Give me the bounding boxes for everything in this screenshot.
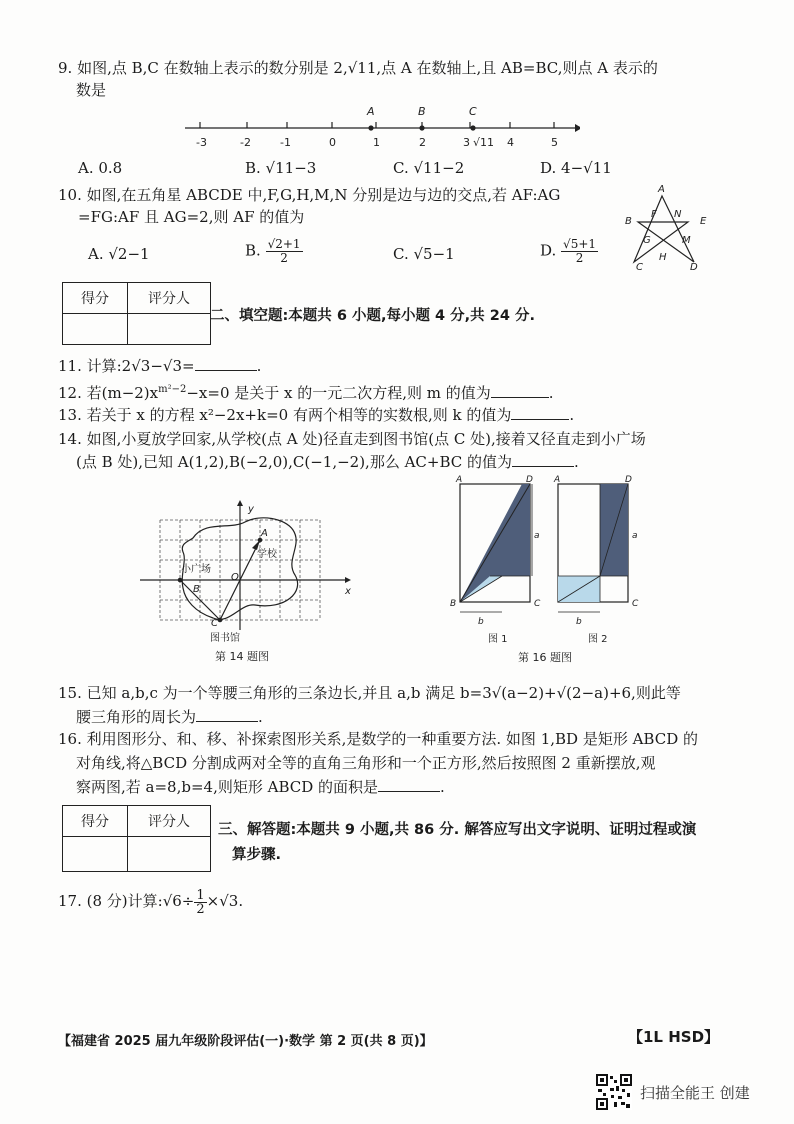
q16-line1: 16. 利用图形分、和、移、补探索图形关系,是数学的一种重要方法. 如图 1,BD 是矩形 ABCD 的 [58,730,699,748]
grader-cell[interactable] [128,314,211,345]
q12-answer-blank[interactable] [491,397,549,398]
score-cell[interactable] [63,314,128,345]
q15-answer-blank[interactable] [196,721,258,722]
tick-label: -3 [196,136,207,149]
svg-text:D: D [526,475,533,485]
grader-cell[interactable] [128,837,211,872]
q10-line1: 10. 如图,在五角星 ABCDE 中,F,G,H,M,N 分别是边与边的交点,若 AF:AG [58,186,561,204]
number-line [180,102,580,150]
score-header: 得分 [63,806,128,837]
q9-option-d[interactable]: D. 4−√11 [540,159,612,177]
svg-text:a: a [632,531,638,541]
fig14-x: x [345,586,351,597]
q13-answer-blank[interactable] [511,419,569,420]
q15-line2: 腰三角形的周长为 . [76,708,263,726]
star-label-b: B [625,216,632,227]
score-cell[interactable] [63,837,128,872]
star-label-a: A [658,184,665,195]
fig14-b: B [193,584,200,595]
tick-label: 3 [463,136,470,149]
grader-header: 评分人 [128,283,211,314]
q14-line2: (点 B 处),已知 A(1,2),B(−2,0),C(−1,−2),那么 AC+BC 的值为 . [76,453,579,471]
svg-text:C: C [632,599,639,609]
star-figure [622,182,714,272]
q16-figures [450,472,660,667]
footer-code: 【1L HSD】 [628,1028,720,1046]
q11-answer-blank[interactable] [195,370,257,371]
qr-code-icon [596,1074,632,1110]
svg-text:A: A [554,475,561,485]
svg-text:a: a [534,531,540,541]
q14-figure [135,500,365,665]
sqrt11-label: √11 [473,136,495,149]
fig14-library: 图书馆 [210,633,240,644]
tick-label: 4 [507,136,514,149]
tick-label: -2 [240,136,251,149]
point-b-label: B [418,105,426,118]
number-line-arrow [575,124,580,132]
fig16-1 [450,475,541,645]
point-b [419,125,424,130]
fig14-caption: 第 14 题图 [215,650,269,663]
score-header: 得分 [63,283,128,314]
fig1-label: 图 1 [488,634,508,645]
star-label-h: H [659,252,667,263]
fig14-y: y [248,504,254,515]
q9-line2: 数是 [76,81,107,99]
point-c-label: C [469,105,477,118]
section3-line2: 算步骤. [232,847,282,863]
svg-text:C: C [534,599,541,609]
svg-text:b: b [576,617,582,627]
section2-title: 二、填空题:本题共 6 小题,每小题 4 分,共 24 分. [210,308,535,324]
q15-line1: 15. 已知 a,b,c 为一个等腰三角形的三条边长,并且 a,b 满足 b=3√(a−2)+√(2−a)+6,则此等 [58,684,681,702]
star-label-n: N [674,209,682,220]
fig16-caption: 第 16 题图 [518,651,572,664]
q10-option-d[interactable]: D. $\frac{√5+1}{2}$ [540,237,597,265]
star-label-m: M [682,235,691,246]
star-label-c: C [636,262,643,272]
star-label-d: D [690,262,698,272]
fig2-label: 图 2 [588,634,608,645]
fig16-2 [553,475,639,645]
svg-text:b: b [478,617,484,627]
star-label-f: F [651,209,657,220]
q16-line3: 察两图,若 a=8,b=4,则矩形 ABCD 的面积是 . [76,778,445,796]
tick-label: 5 [551,136,558,149]
tick-label: -1 [280,136,291,149]
q10-option-c[interactable]: C. √5−1 [393,245,455,263]
fig14-c: C [211,618,218,629]
q9-line1: 9. 如图,点 B,C 在数轴上表示的数分别是 2,√11,点 A 在数轴上,且 AB=BC,则点 A 表示的 [58,59,658,77]
svg-text:A: A [456,475,463,485]
scanner-watermark: 扫描全能王 创建 [640,1084,750,1102]
svg-text:D: D [625,475,632,485]
tick-label: 2 [419,136,426,149]
q10-option-a[interactable]: A. √2−1 [88,245,150,263]
q17: 17. (8 分)计算:√6÷ $\frac{1}{2}$ ×√3. [58,887,244,917]
score-table-2 [62,805,211,872]
point-a-label: A [367,105,375,118]
star-label-e: E [700,216,707,227]
q10-option-b[interactable]: B. $\frac{√2+1}{2}$ [245,237,301,265]
footer-left: 【福建省 2025 届九年级阶段评估(一)·数学 第 2 页(共 8 页)】 [58,1034,433,1049]
q9-option-a[interactable]: A. 0.8 [78,159,123,177]
q9-option-b[interactable]: B. √11−3 [245,159,317,177]
q12: 12. 若$(m-2)x^{m^2-2}-x=0$ 是关于 x 的一元二次方程,则 m 的值为 . [58,384,554,402]
fig14-origin: O [231,572,239,583]
q11: 11. 计算:2√3−√3= . [58,357,262,375]
fig14-a: A [261,528,268,539]
q10-line2: =FG:AF 且 AG=2,则 AF 的值为 [78,208,305,226]
tick-label: 0 [329,136,336,149]
q16-line2: 对角线,将△BCD 分割成两对全等的直角三角形和一个正方形,然后按照图 2 重新摆放,观 [76,754,656,772]
star-label-g: G [643,235,651,246]
grader-header: 评分人 [128,806,211,837]
fig14-school: 学校 [257,549,277,560]
q9-option-c[interactable]: C. √11−2 [393,159,465,177]
q16-answer-blank[interactable] [378,791,440,792]
point-c [470,125,475,130]
section3-line1: 三、解答题:本题共 9 小题,共 86 分. 解答应写出文字说明、证明过程或演 [218,822,697,838]
tick-label: 1 [373,136,380,149]
svg-text:B: B [450,599,457,609]
fig14-plaza: 小广场 [181,564,211,575]
q14-line1: 14. 如图,小夏放学回家,从学校(点 A 处)径直走到图书馆(点 C 处),接着又径直走到小广场 [58,430,646,448]
number-line-ticks [200,122,554,128]
point-a [368,125,373,130]
q14-answer-blank[interactable] [512,466,574,467]
score-table [62,282,211,345]
q13: 13. 若关于 x 的方程 x²−2x+k=0 有两个相等的实数根,则 k 的值为 . [58,406,575,424]
